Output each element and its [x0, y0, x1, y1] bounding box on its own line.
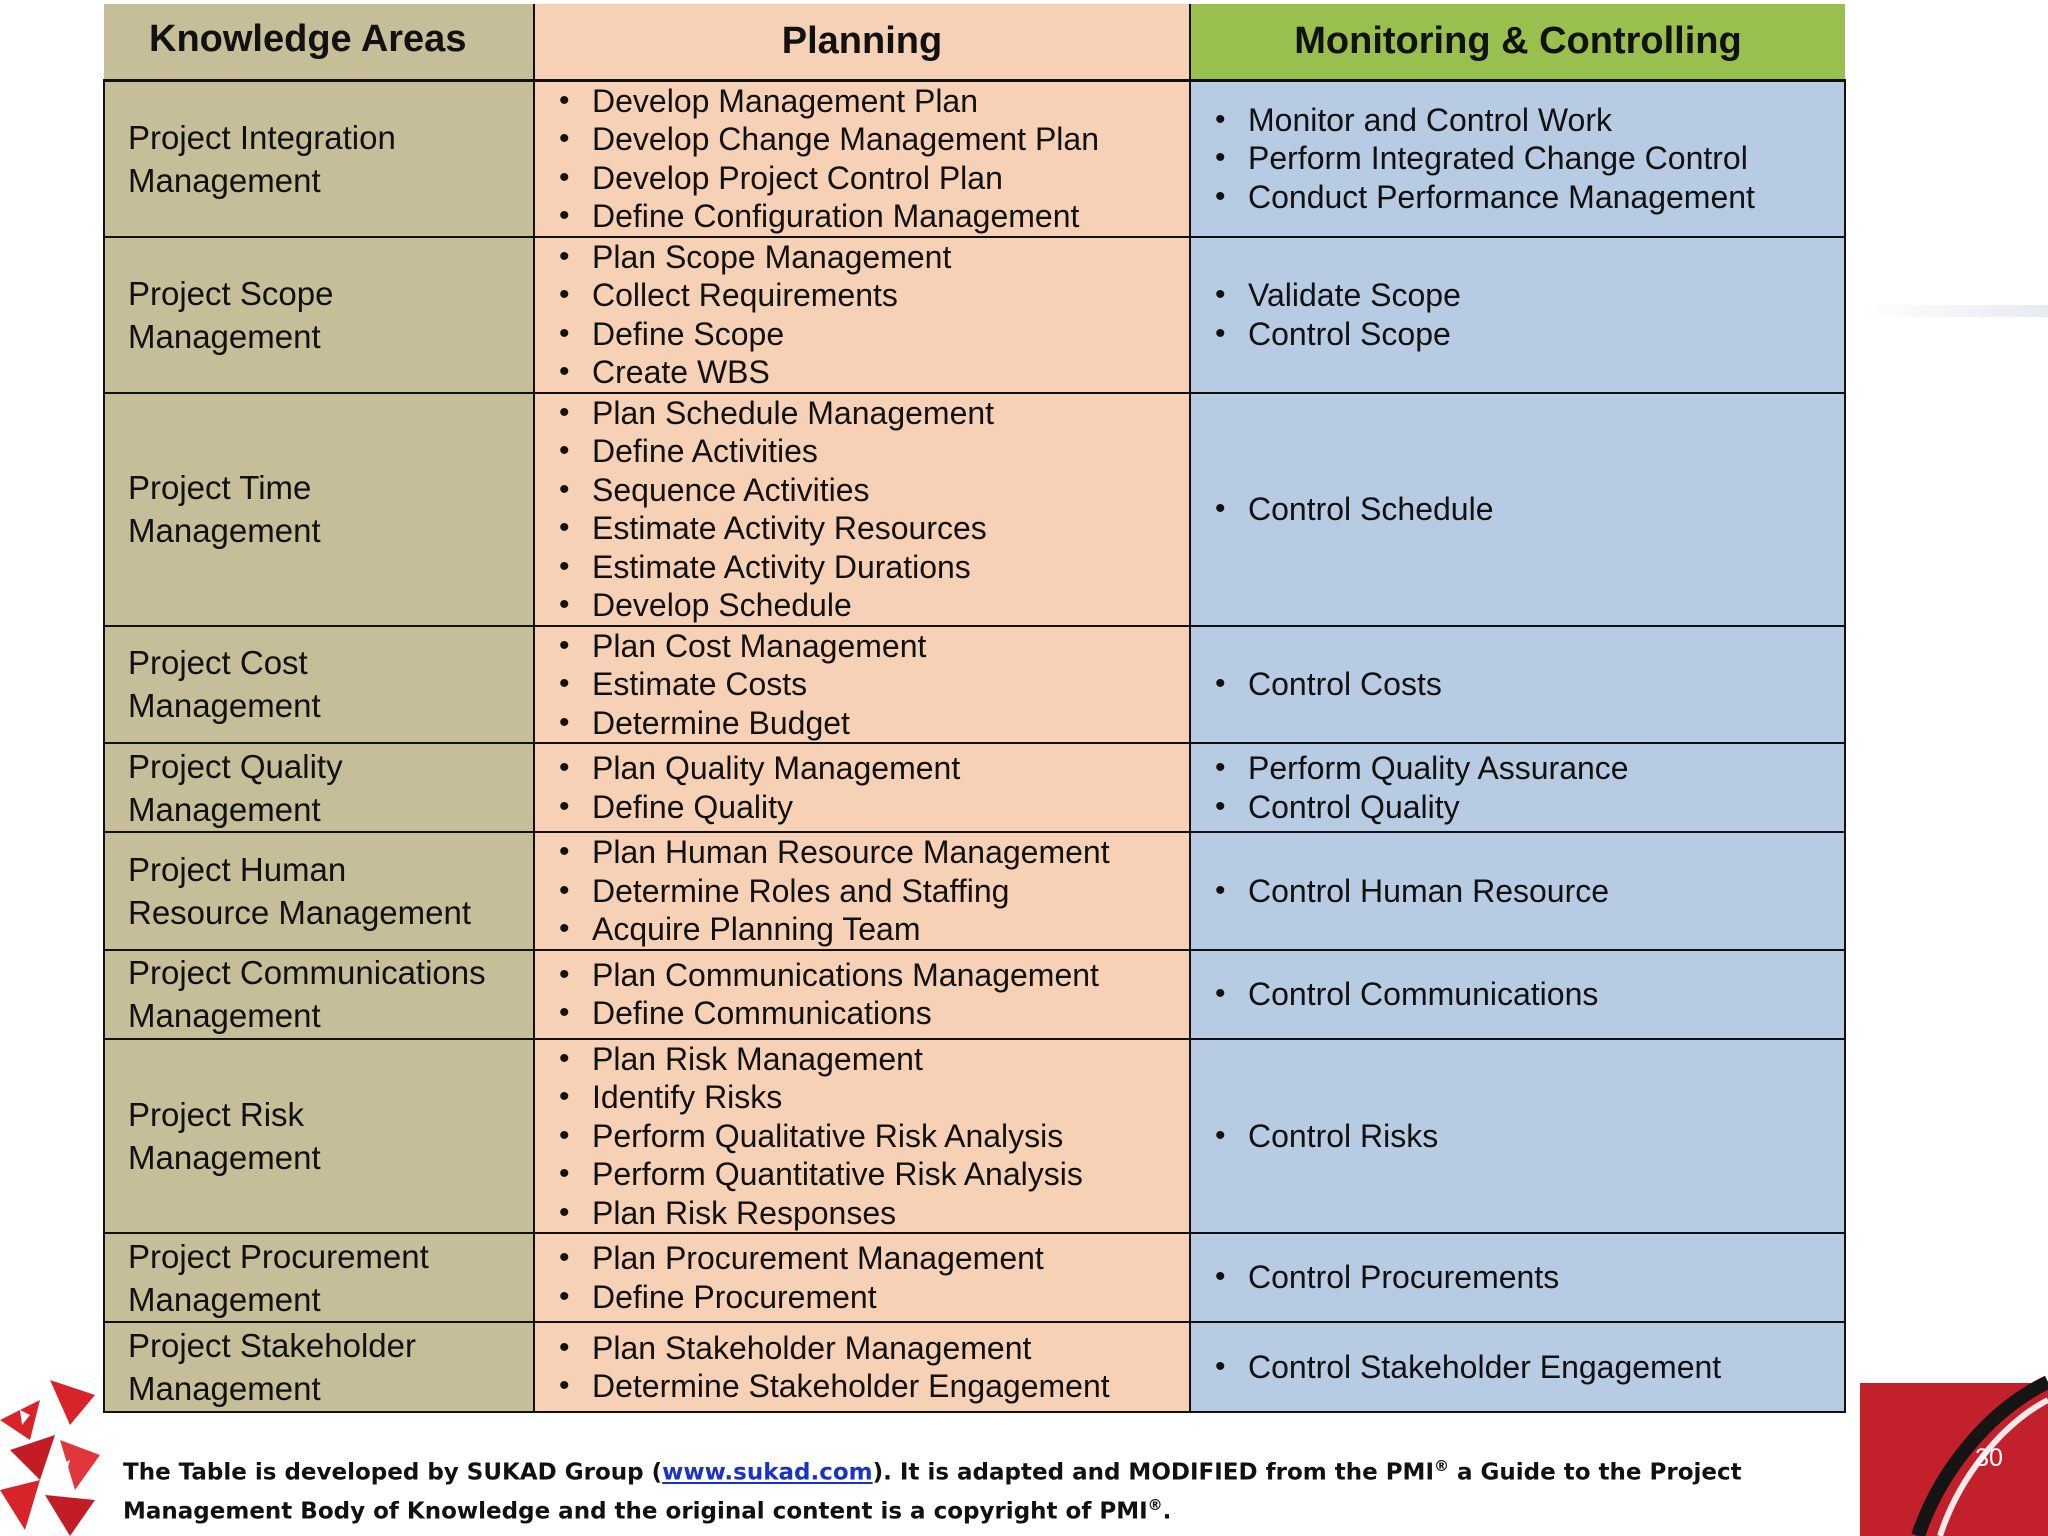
knowledge-area-cell [104, 80, 534, 237]
knowledge-area-label: Project Stakeholder [128, 1327, 416, 1364]
planning-cell [534, 393, 1190, 626]
monitoring-item: • Control Communications [1215, 975, 1844, 1014]
planning-cell [534, 950, 1190, 1039]
monitoring-item: • Control Procurements [1215, 1258, 1844, 1297]
monitoring-item: • Perform Quality Assurance [1215, 749, 1844, 788]
planning-item: • Define Scope [559, 315, 1189, 354]
monitoring-list [1191, 872, 1844, 911]
planning-list [535, 1239, 1189, 1316]
planning-list [535, 833, 1189, 949]
table-row [104, 743, 1845, 832]
monitoring-cell [1190, 626, 1845, 744]
knowledge-area-cell [104, 743, 534, 832]
monitoring-list [1191, 101, 1844, 217]
knowledge-area-label: Management [128, 161, 321, 199]
planning-item: • Determine Budget [559, 704, 1189, 743]
monitoring-cell [1190, 80, 1845, 237]
planning-item: • Plan Schedule Management [559, 394, 1189, 433]
monitoring-list [1191, 749, 1844, 826]
knowledge-area-cell [104, 393, 534, 626]
planning-list [535, 956, 1189, 1033]
header-planning: Planning [534, 4, 1190, 80]
planning-item: • Define Configuration Management [559, 197, 1189, 236]
knowledge-area-label: Project Scope [128, 274, 334, 312]
footnote [123, 1450, 1833, 1527]
planning-item: • Plan Risk Responses [559, 1194, 1189, 1233]
planning-list [535, 82, 1189, 236]
monitoring-list [1191, 1258, 1844, 1297]
header-row [104, 4, 1845, 80]
monitoring-list [1191, 975, 1844, 1014]
planning-item: • Create WBS [559, 353, 1189, 392]
monitoring-cell [1190, 1039, 1845, 1234]
knowledge-area-label: Management [128, 997, 321, 1034]
planning-item: • Determine Stakeholder Engagement [559, 1367, 1189, 1406]
monitoring-item: • Control Quality [1215, 788, 1844, 827]
planning-item: • Develop Management Plan [559, 82, 1189, 121]
knowledge-area-cell [104, 832, 534, 950]
table-row [104, 626, 1845, 744]
planning-item: • Perform Qualitative Risk Analysis [559, 1117, 1189, 1156]
planning-item: • Define Activities [559, 432, 1189, 471]
planning-item: • Identify Risks [559, 1078, 1189, 1117]
planning-item: • Develop Project Control Plan [559, 159, 1189, 198]
registered-mark-2: ® [1147, 1495, 1163, 1514]
footnote-prefix: The Table is developed by SUKAD Group ( [123, 1459, 663, 1486]
monitoring-item: • Validate Scope [1215, 276, 1844, 315]
planning-item: • Determine Roles and Staffing [559, 872, 1189, 911]
monitoring-item: • Monitor and Control Work [1215, 101, 1844, 140]
monitoring-item: • Control Scope [1215, 315, 1844, 354]
monitoring-cell [1190, 950, 1845, 1039]
knowledge-area-label: Project Human [128, 850, 347, 888]
monitoring-item: • Conduct Performance Management [1215, 178, 1844, 217]
knowledge-area-label: Project Cost [128, 644, 308, 682]
table-row [104, 393, 1845, 626]
planning-cell [534, 80, 1190, 237]
knowledge-area-label: Management [128, 512, 321, 549]
table-row [104, 950, 1845, 1039]
planning-item: • Estimate Costs [559, 665, 1189, 704]
monitoring-list [1191, 490, 1844, 529]
monitoring-list [1191, 1117, 1844, 1156]
monitoring-cell [1190, 743, 1845, 832]
monitoring-item: • Control Schedule [1215, 490, 1844, 529]
planning-list [535, 394, 1189, 625]
table-row [104, 1039, 1845, 1234]
planning-item: • Plan Scope Management [559, 238, 1189, 277]
slide-number: 30 [1975, 1444, 2003, 1472]
planning-item: • Collect Requirements [559, 276, 1189, 315]
decorative-line [1860, 305, 2048, 317]
planning-item: • Plan Human Resource Management [559, 833, 1189, 872]
planning-item: • Sequence Activities [559, 471, 1189, 510]
planning-item: • Plan Procurement Management [559, 1239, 1189, 1278]
sukad-link[interactable]: www.sukad.com [662, 1459, 873, 1486]
monitoring-item: • Control Risks [1215, 1117, 1844, 1156]
header-knowledge-areas: Knowledge Areas [104, 4, 534, 80]
knowledge-area-label: Management [128, 1138, 321, 1176]
planning-cell [534, 1322, 1190, 1412]
planning-item: • Acquire Planning Team [559, 910, 1189, 949]
monitoring-cell [1190, 237, 1845, 393]
registered-mark: ® [1434, 1457, 1450, 1475]
knowledge-area-cell [104, 1039, 534, 1234]
planning-item: • Estimate Activity Resources [559, 509, 1189, 548]
knowledge-area-label: Project Integration [128, 118, 396, 156]
knowledge-area-cell [104, 950, 534, 1039]
planning-item: • Define Communications [559, 994, 1189, 1033]
planning-item: • Define Quality [559, 788, 1189, 827]
table-row [104, 237, 1845, 393]
planning-list [535, 238, 1189, 392]
planning-item: • Plan Communications Management [559, 956, 1189, 995]
table-row [104, 1322, 1845, 1412]
monitoring-cell [1190, 1233, 1845, 1322]
swoosh-graphic [1840, 1300, 2048, 1536]
monitoring-cell [1190, 1322, 1845, 1412]
knowledge-area-label: Management [128, 687, 321, 725]
monitoring-list [1191, 665, 1844, 704]
knowledge-area-label: Management [128, 790, 321, 828]
table-row [104, 1233, 1845, 1322]
planning-item: • Plan Stakeholder Management [559, 1329, 1189, 1368]
planning-list [535, 749, 1189, 826]
knowledge-area-label: Project Risk [128, 1095, 305, 1133]
knowledge-area-cell [104, 626, 534, 744]
knowledge-area-cell [104, 237, 534, 393]
table-row [104, 832, 1845, 950]
knowledge-area-label: Management [128, 317, 321, 355]
knowledge-area-label: Project Time [128, 469, 312, 506]
knowledge-area-label: Resource Management [128, 893, 472, 931]
monitoring-item: • Control Stakeholder Engagement [1215, 1348, 1844, 1387]
planning-list [535, 1329, 1189, 1406]
monitoring-item: • Control Human Resource [1215, 872, 1844, 911]
knowledge-area-cell [104, 1233, 534, 1322]
monitoring-cell [1190, 393, 1845, 626]
knowledge-area-label: Project Communications [128, 954, 486, 991]
planning-item: • Plan Cost Management [559, 627, 1189, 666]
planning-list [535, 1040, 1189, 1233]
monitoring-list [1191, 1348, 1844, 1387]
footnote-text-2: a Guide to the Project Management Body of Knowledge and the original content is a copyright of PMI [123, 1459, 1742, 1525]
planning-cell [534, 1233, 1190, 1322]
planning-cell [534, 832, 1190, 950]
knowledge-area-cell [104, 1322, 534, 1412]
planning-item: • Plan Quality Management [559, 749, 1189, 788]
planning-item: • Plan Risk Management [559, 1040, 1189, 1079]
knowledge-areas-table [103, 4, 1846, 1413]
planning-item: • Develop Schedule [559, 586, 1189, 625]
footnote-end: . [1162, 1498, 1172, 1525]
planning-cell [534, 1039, 1190, 1234]
monitoring-item: • Perform Integrated Change Control [1215, 139, 1844, 178]
planning-cell [534, 626, 1190, 744]
logo-shards-graphic [0, 1380, 110, 1536]
table-row [104, 80, 1845, 237]
knowledge-area-label: Project Quality [128, 747, 343, 785]
table-body [104, 80, 1845, 1412]
planning-cell [534, 743, 1190, 832]
knowledge-area-label: Project Procurement [128, 1237, 429, 1275]
planning-list [535, 627, 1189, 743]
planning-item: • Define Procurement [559, 1278, 1189, 1317]
planning-item: • Estimate Activity Durations [559, 548, 1189, 587]
monitoring-cell [1190, 832, 1845, 950]
header-monitoring-controlling: Monitoring & Controlling [1190, 4, 1845, 80]
monitoring-list [1191, 276, 1844, 353]
monitoring-item: • Control Costs [1215, 665, 1844, 704]
footnote-text: ). It is adapted and MODIFIED from the PMI [872, 1459, 1435, 1486]
planning-item: • Perform Quantitative Risk Analysis [559, 1155, 1189, 1194]
knowledge-area-label: Management [128, 1280, 321, 1318]
knowledge-area-label: Management [128, 1370, 321, 1407]
planning-cell [534, 237, 1190, 393]
planning-item: • Develop Change Management Plan [559, 120, 1189, 159]
